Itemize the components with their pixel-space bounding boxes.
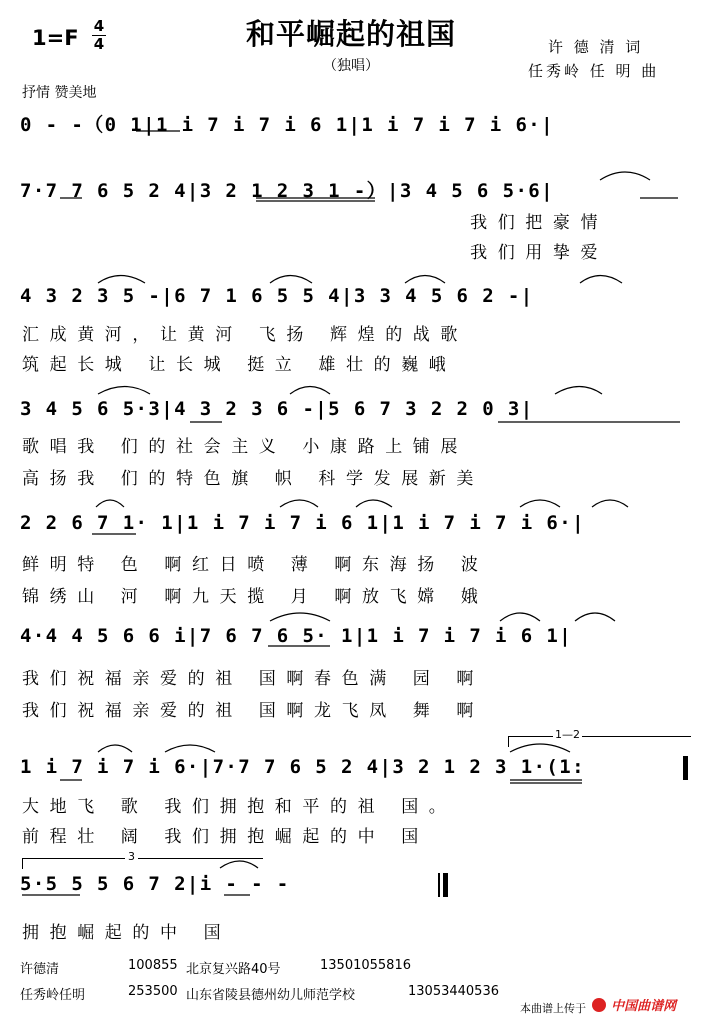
lyrics-system-6-verse-2: 我们祝福亲爱的祖 国啊龙飞凤 舞 啊: [22, 701, 485, 721]
site-logo[interactable]: [592, 994, 694, 1014]
song-subtitle: （独唱）: [323, 58, 379, 74]
footer-address-1: 北京复兴路40号: [186, 962, 281, 977]
notes-system-2: 7·7 7 6 5 2 4|3 2 1 2 3 1 -）|3 4 5 6 5·6|: [20, 180, 554, 202]
notes-system-1: 0 - -（0 1|1 i 7 i 7 i 6 1|1 i 7 i 7 i 6·|: [20, 114, 554, 136]
notes-system-5: 2 2 6 7 1· 1|1 i 7 i 7 i 6 1|1 i 7 i 7 i 6·|: [20, 512, 585, 534]
logo-text: 中国曲谱网: [611, 999, 677, 1014]
logo-icon: [592, 998, 606, 1012]
lyrics-system-7-verse-2: 前程壮 阔 我们拥抱崛起的中 国: [22, 827, 429, 847]
footer-address-2: 山东省陵县德州幼儿师范学校: [186, 988, 356, 1003]
volta-label-1-2: 1—2: [555, 728, 580, 741]
footer-postcode-1: 100855: [128, 958, 178, 973]
key-signature: 1=F: [32, 26, 79, 50]
composer-credit: 任秀岭 任 明 曲: [528, 62, 660, 80]
volta-label-3: 3: [125, 850, 138, 863]
lyrics-system-5-verse-1: 鲜明特 色 啊红日喷 薄 啊东海扬 波: [22, 555, 489, 575]
notes-system-3: 4 3 2 3 5 -|6 7 1 6 5 5 4|3 3 4 5 6 2 -|: [20, 285, 534, 307]
notes-system-7: 1 i 7 i 7 i 6·|7·7 7 6 5 2 4|3 2 1 2 3 1·(1:: [20, 756, 585, 778]
song-title: 和平崛起的祖国: [245, 17, 456, 51]
footer-name-1: 许德清: [20, 962, 60, 977]
lyrics-system-5-verse-2: 锦绣山 河 啊九天揽 月 啊放飞嫦 娥: [22, 587, 489, 607]
lyrics-system-3-verse-2: 筑起长城 让长城 挺立 雄壮的巍峨: [22, 355, 457, 375]
lyrics-system-2-verse-1: 我们把豪情: [22, 213, 609, 233]
notes-system-6: 4·4 4 5 6 6 i|7 6 7 6 5· 1|1 i 7 i 7 i 6 1|: [20, 625, 573, 647]
lyrics-system-2-verse-2: 我们用挚爱: [22, 243, 609, 263]
footer-phone-2: 13053440536: [408, 984, 499, 999]
volta-bracket-1-2: [508, 736, 691, 747]
lyrics-system-4-verse-1: 歌唱我 们的社会主义 小康路上铺展: [22, 437, 469, 457]
footer-phone-1: 13501055816: [320, 958, 411, 973]
final-thin-barline: [438, 873, 440, 897]
lyrics-system-7-verse-1: 大地飞 歌 我们拥抱和平的祖 国。: [22, 797, 457, 817]
notes-system-8: 5·5 5 5 6 7 2|i - - -: [20, 873, 290, 895]
repeat-barline: [683, 756, 688, 780]
tempo-marking: 抒情 赞美地: [22, 85, 97, 101]
lyrics-system-6-verse-1: 我们祝福亲爱的祖 国啊春色满 园 啊: [22, 669, 485, 689]
lyrics-system-4-verse-2: 高扬我 们的特色旗 帜 科学发展新美: [22, 469, 485, 489]
lyrics-system-3-verse-1: 汇成黄河，让黄河 飞扬 辉煌的战歌: [22, 325, 469, 345]
footer-name-2: 任秀岭任明: [20, 988, 86, 1003]
lyrics-system-8: 拥抱崛起的中 国: [22, 923, 232, 943]
notes-system-4: 3 4 5 6 5·3|4 3 2 3 6 -|5 6 7 3 2 2 0 3|: [20, 398, 534, 420]
volta-bracket-3: [22, 858, 263, 869]
lyricist-credit: 许 德 清 词: [548, 38, 644, 56]
source-note: 本曲谱上传于: [520, 1002, 586, 1015]
final-thick-barline: [443, 873, 448, 897]
footer-postcode-2: 253500: [128, 984, 178, 999]
time-signature-top: 4: [93, 17, 105, 35]
time-signature-bottom: 4: [93, 35, 105, 53]
